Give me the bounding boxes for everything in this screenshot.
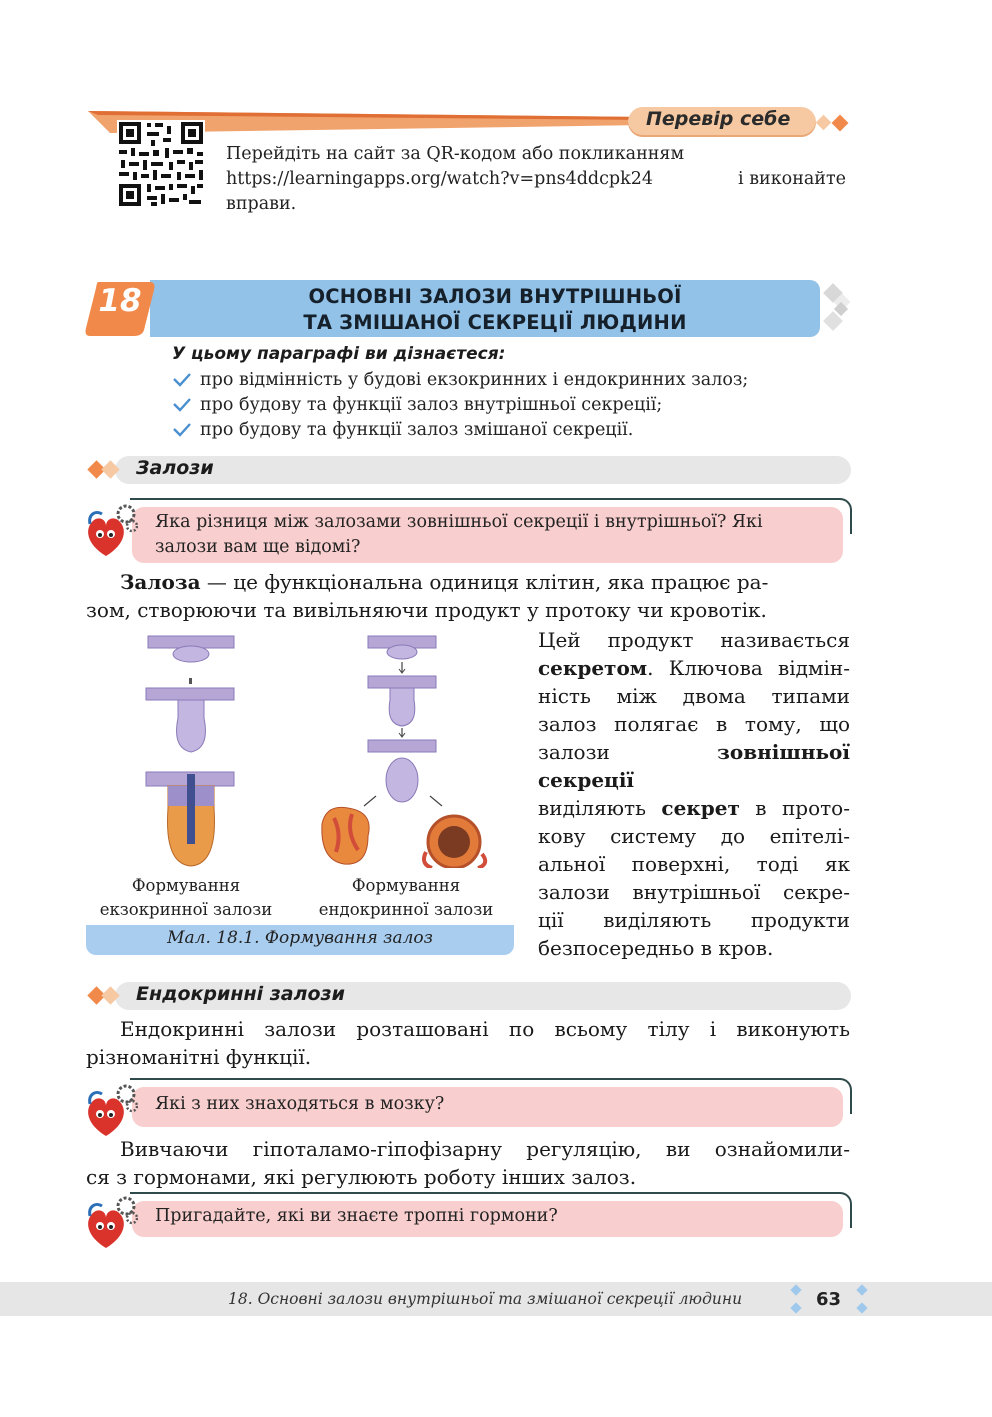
question-text: Пригадайте, які ви знаєте тропні гормони? bbox=[155, 1206, 558, 1226]
section-header-bar bbox=[115, 456, 851, 484]
heart-mascot-icon bbox=[82, 1080, 138, 1142]
gland-formation-figure bbox=[86, 628, 516, 868]
check-yourself-text bbox=[226, 142, 846, 217]
learn-item-text: про відмінність у будові екзокринних і ендокринних залоз; bbox=[200, 370, 749, 390]
learn-heading: У цьому параграфі ви дізнаєтеся: bbox=[172, 344, 506, 364]
learn-item bbox=[172, 420, 633, 440]
diamond-decoration-icon bbox=[818, 280, 854, 340]
text-line: ції виділяють продукти bbox=[538, 908, 850, 932]
figure-label-line: екзокринної залози bbox=[99, 900, 273, 919]
text-line: залоз полягає в тому, що bbox=[538, 712, 850, 736]
definition-paragraph bbox=[86, 568, 850, 624]
text-line bbox=[538, 738, 850, 794]
text-line: ність між двома типами bbox=[538, 684, 850, 708]
question-line: залози вам ще відомі? bbox=[155, 537, 361, 557]
check-yourself-title: Перевір себе bbox=[646, 108, 791, 130]
text-line bbox=[538, 654, 850, 682]
figure-label-line: Формування bbox=[351, 876, 461, 895]
diamond-decoration-icon bbox=[84, 980, 128, 1012]
endocrine-formation-illustration bbox=[322, 636, 485, 868]
learningapps-link[interactable]: https://learningapps.org/watch?v=pns4ddcpk24 bbox=[226, 169, 653, 189]
heart-mascot-icon bbox=[82, 500, 138, 562]
learn-item bbox=[172, 370, 748, 390]
figure-label-exocrine bbox=[86, 874, 286, 922]
definition-text: — це функціональна одиниця клітин, яка працює ра- bbox=[200, 570, 769, 594]
qr-code-icon bbox=[117, 120, 205, 208]
checkmark-icon bbox=[172, 372, 192, 388]
text-line: Цей продукт називається bbox=[538, 628, 850, 652]
check-text-line: вправи. bbox=[226, 194, 297, 214]
section-title-glands: Залози bbox=[136, 457, 214, 479]
diamond-decoration-icon bbox=[852, 1282, 872, 1316]
term-exocrine: зовнішньої секреції bbox=[538, 740, 850, 792]
checkmark-icon bbox=[172, 422, 192, 438]
figure-label-line: ендокринної залози bbox=[318, 900, 494, 919]
text-line: кову систему до епітелі- bbox=[538, 824, 850, 848]
text-line: безпосередньо в кров. bbox=[538, 936, 774, 960]
diamond-decoration-icon bbox=[84, 454, 128, 486]
checkmark-icon bbox=[172, 397, 192, 413]
section-title-endocrine: Ендокринні залози bbox=[136, 983, 345, 1005]
page-number: 63 bbox=[816, 1289, 842, 1310]
text-fragment: залози bbox=[538, 740, 718, 764]
figure-caption: Мал. 18.1. Формування залоз bbox=[167, 928, 433, 948]
regulation-paragraph bbox=[86, 1135, 850, 1191]
learn-item-text: про будову та функції залоз змішаної секреції. bbox=[200, 420, 634, 440]
diamond-decoration-icon bbox=[786, 1282, 806, 1316]
term-secret: секрет bbox=[661, 796, 740, 820]
text-line: залози внутрішньої секре- bbox=[538, 880, 850, 904]
secretion-explanation bbox=[538, 626, 850, 962]
text-line: Ендокринні залози розташовані по всьому тілу і виконують bbox=[120, 1017, 850, 1041]
learn-item-text: про будову та функції залоз внутрішньої секреції; bbox=[200, 395, 663, 415]
text-line: ся з гормонами, які регулюють роботу інших залоз. bbox=[86, 1165, 637, 1189]
text-line: різноманітні функції. bbox=[86, 1045, 312, 1069]
diamond-decoration-icon bbox=[814, 110, 854, 140]
figure-label-endocrine bbox=[306, 874, 506, 922]
check-text-line: і виконайте bbox=[738, 169, 846, 189]
term-secret: секретом bbox=[538, 656, 648, 680]
paragraph-title-line: ОСНОВНІ ЗАЛОЗИ ВНУТРІШНЬОЇ bbox=[308, 285, 682, 308]
text-line: альної поверхні, тоді як bbox=[538, 852, 850, 876]
paragraph-title-line: ТА ЗМІШАНОЇ СЕКРЕЦІЇ ЛЮДИНИ bbox=[303, 311, 687, 334]
endocrine-intro-paragraph bbox=[86, 1015, 850, 1071]
text-line: Вивчаючи гіпоталамо-гіпофізарну регуляцію, ви ознайомили- bbox=[120, 1137, 850, 1161]
footer-running-title: 18. Основні залози внутрішньої та змішаної секреції людини bbox=[228, 1290, 743, 1308]
definition-text: зом, створюючи та вивільняючи продукт у протоку чи кровотік. bbox=[86, 598, 767, 622]
paragraph-number: 18 bbox=[98, 283, 142, 319]
text-fragment: . Ключова відмін- bbox=[647, 656, 850, 680]
question-text: Які з них знаходяться в мозку? bbox=[155, 1094, 445, 1114]
check-text-line: Перейдіть на сайт за QR-кодом або покликанням bbox=[226, 144, 685, 164]
text-line bbox=[538, 794, 850, 822]
exocrine-formation-illustration bbox=[146, 636, 234, 866]
figure-label-line: Формування bbox=[131, 876, 241, 895]
term-gland: Залоза bbox=[120, 570, 201, 594]
text-fragment: в прото- bbox=[739, 796, 850, 820]
paragraph-title bbox=[200, 284, 790, 336]
heart-mascot-icon bbox=[82, 1192, 138, 1254]
learn-item bbox=[172, 395, 662, 415]
question-text bbox=[155, 510, 835, 560]
text-fragment: виділяють bbox=[538, 796, 662, 820]
question-line: Яка різниця між залозами зовнішньої секреції і внутрішньої? Які bbox=[155, 512, 763, 532]
